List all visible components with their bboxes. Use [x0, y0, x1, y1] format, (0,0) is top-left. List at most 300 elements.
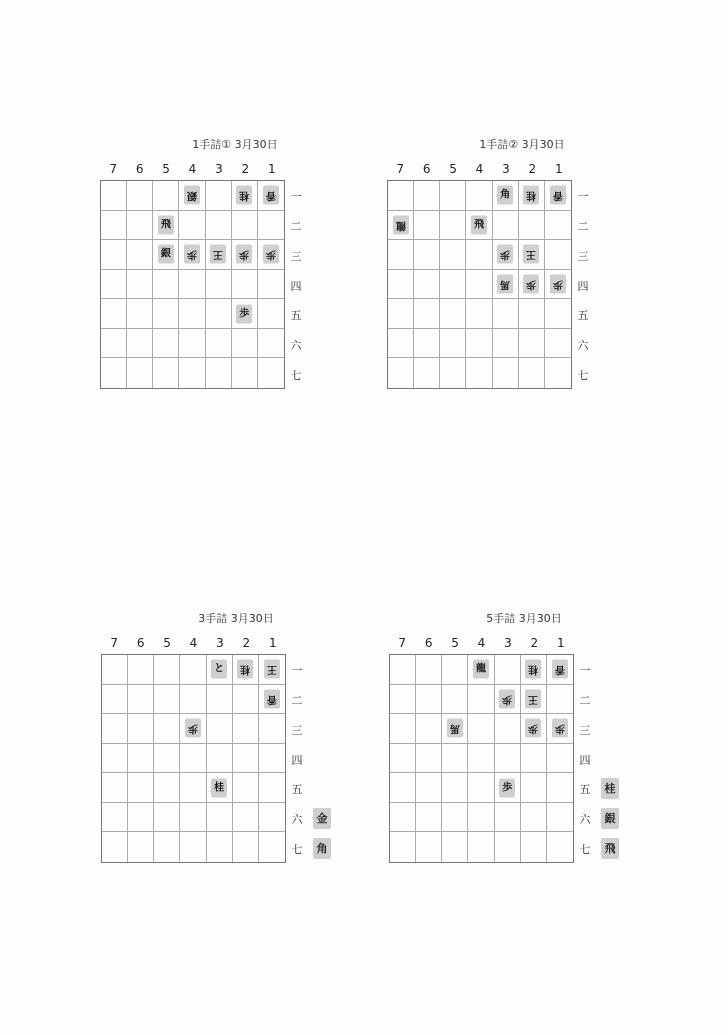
row-number: 六 [577, 339, 589, 353]
board-square [414, 181, 440, 211]
board-square [545, 299, 571, 329]
shogi-piece: 角 [497, 186, 513, 205]
column-numbers [101, 636, 389, 652]
board-square [388, 358, 414, 388]
shogi-piece: 歩 [236, 304, 252, 323]
board-square [414, 358, 440, 388]
board-square [207, 803, 233, 833]
row-number: 一 [291, 663, 303, 677]
board-square [493, 358, 519, 388]
board-square [154, 685, 180, 715]
board-square [495, 655, 521, 685]
board-square [206, 299, 232, 329]
board-square [416, 744, 442, 774]
board-square [416, 655, 442, 685]
board-square [232, 358, 258, 388]
board-square [258, 299, 284, 329]
board-square [233, 803, 259, 833]
board-square [102, 832, 128, 862]
board-square [127, 358, 153, 388]
board-square [545, 358, 571, 388]
puzzle-title: 1手詰② 3月30日 [479, 138, 565, 151]
row-numbers [575, 654, 595, 863]
board-square [493, 211, 519, 241]
board-square [154, 714, 180, 744]
board-square [468, 714, 494, 744]
board-square [414, 240, 440, 270]
board-square [258, 240, 284, 270]
board-square [153, 358, 179, 388]
board-square [519, 270, 545, 300]
board-square [232, 270, 258, 300]
board-square [521, 832, 547, 862]
board-square [101, 299, 127, 329]
column-number: 4 [477, 636, 486, 650]
puzzle-3te [101, 610, 401, 910]
shogi-board [387, 180, 572, 389]
shogi-piece: 歩 [552, 719, 568, 738]
board-square [233, 655, 259, 685]
board-square [259, 655, 285, 685]
board-square [519, 181, 545, 211]
board-square [127, 329, 153, 359]
board-square [206, 329, 232, 359]
board-square [258, 211, 284, 241]
board-square [128, 773, 154, 803]
board-square [206, 240, 232, 270]
shogi-piece: 桂 [211, 778, 227, 797]
board-square [466, 358, 492, 388]
board-square [440, 240, 466, 270]
board-square [153, 211, 179, 241]
board-square [127, 299, 153, 329]
board-square [414, 299, 440, 329]
board-square [101, 329, 127, 359]
board-square [102, 773, 128, 803]
row-number: 六 [579, 813, 591, 827]
board-square [519, 299, 545, 329]
row-number: 五 [577, 309, 589, 323]
pieces-in-hand [599, 654, 629, 863]
board-square [153, 329, 179, 359]
column-number: 4 [189, 636, 198, 650]
board-square [519, 329, 545, 359]
board-square [519, 358, 545, 388]
board-square [466, 299, 492, 329]
pieces-in-hand [311, 654, 341, 863]
column-number: 6 [135, 162, 144, 176]
shogi-piece: 王 [210, 245, 226, 264]
board-square [180, 714, 206, 744]
board-square [207, 714, 233, 744]
shogi-piece: 歩 [263, 245, 279, 264]
board-square [207, 655, 233, 685]
board-square [259, 714, 285, 744]
column-number: 6 [422, 162, 431, 176]
column-numbers [387, 162, 675, 178]
row-number: 五 [291, 783, 303, 797]
board-square [390, 685, 416, 715]
hand-piece: 飛 [601, 838, 619, 859]
board-square [442, 832, 468, 862]
board-square [388, 299, 414, 329]
shogi-piece: 龍 [473, 660, 489, 679]
board-square [521, 714, 547, 744]
row-number: 四 [290, 279, 302, 293]
column-number: 4 [475, 162, 484, 176]
board-square [545, 211, 571, 241]
shogi-piece: 香 [550, 186, 566, 205]
board-square [519, 211, 545, 241]
board-square [128, 714, 154, 744]
column-number: 7 [398, 636, 407, 650]
board-square [547, 773, 573, 803]
board-square [154, 655, 180, 685]
board-square [180, 832, 206, 862]
row-number: 七 [291, 843, 303, 857]
board-square [233, 685, 259, 715]
board-square [390, 714, 416, 744]
board-square [442, 655, 468, 685]
board-square [102, 714, 128, 744]
board-square [206, 211, 232, 241]
board-square [547, 714, 573, 744]
hand-piece: 角 [313, 838, 331, 859]
board-square [207, 832, 233, 862]
board-square [102, 744, 128, 774]
board-square [416, 773, 442, 803]
board-square [493, 240, 519, 270]
puzzle-title: 3手詰 3月30日 [198, 612, 274, 625]
column-number: 6 [424, 636, 433, 650]
board-square [127, 211, 153, 241]
row-number: 三 [579, 723, 591, 737]
column-number: 1 [268, 636, 277, 650]
board-square [153, 270, 179, 300]
row-number: 三 [290, 249, 302, 263]
board-square [180, 803, 206, 833]
board-square [259, 832, 285, 862]
board-square [545, 240, 571, 270]
shogi-piece: 馬 [447, 719, 463, 738]
board-square [547, 685, 573, 715]
column-number: 7 [109, 162, 118, 176]
board-square [493, 181, 519, 211]
shogi-piece: 銀 [158, 245, 174, 264]
board-square [468, 832, 494, 862]
puzzle-1te-1 [100, 136, 400, 436]
board-square [414, 329, 440, 359]
row-number: 二 [577, 219, 589, 233]
board-square [102, 655, 128, 685]
board-square [440, 270, 466, 300]
row-number: 六 [291, 813, 303, 827]
shogi-piece: 歩 [499, 778, 515, 797]
shogi-piece: 桂 [237, 660, 253, 679]
board-square [259, 803, 285, 833]
row-number: 六 [290, 339, 302, 353]
board-square [101, 211, 127, 241]
row-number: 二 [579, 693, 591, 707]
shogi-piece: 香 [264, 689, 280, 708]
shogi-piece: 馬 [497, 274, 513, 293]
board-square [442, 744, 468, 774]
board-square [102, 685, 128, 715]
column-number: 3 [215, 162, 223, 176]
board-square [207, 685, 233, 715]
column-number: 2 [241, 162, 250, 176]
board-square [232, 240, 258, 270]
board-square [521, 803, 547, 833]
board-square [153, 299, 179, 329]
board-square [442, 773, 468, 803]
puzzle-title: 5手詰 3月30日 [486, 612, 562, 625]
board-square [232, 211, 258, 241]
board-square [416, 803, 442, 833]
board-square [232, 299, 258, 329]
shogi-piece: 歩 [184, 245, 200, 264]
column-number: 5 [163, 636, 171, 650]
board-square [258, 358, 284, 388]
shogi-piece: 歩 [236, 245, 252, 264]
row-number: 五 [579, 783, 591, 797]
board-square [388, 329, 414, 359]
board-square [206, 270, 232, 300]
board-square [258, 270, 284, 300]
hand-piece: 金 [313, 808, 331, 829]
board-square [495, 803, 521, 833]
board-square [414, 270, 440, 300]
board-square [547, 655, 573, 685]
board-square [466, 329, 492, 359]
board-square [493, 329, 519, 359]
board-square [440, 211, 466, 241]
column-number: 5 [162, 162, 170, 176]
board-square [153, 181, 179, 211]
shogi-piece: 香 [263, 186, 279, 205]
board-square [101, 358, 127, 388]
board-square [153, 240, 179, 270]
shogi-piece: 桂 [523, 186, 539, 205]
board-square [440, 358, 466, 388]
row-number: 二 [290, 219, 302, 233]
board-square [259, 685, 285, 715]
board-square [154, 832, 180, 862]
board-square [416, 685, 442, 715]
board-square [547, 803, 573, 833]
column-number: 2 [530, 636, 539, 650]
shogi-board [389, 654, 574, 863]
board-square [207, 773, 233, 803]
board-square [390, 655, 416, 685]
shogi-piece: 歩 [550, 274, 566, 293]
board-square [493, 270, 519, 300]
row-number: 二 [291, 693, 303, 707]
board-square [180, 744, 206, 774]
shogi-piece: 銀 [184, 186, 200, 205]
column-number: 7 [396, 162, 405, 176]
shogi-piece: 王 [523, 245, 539, 264]
hand-piece: 桂 [601, 778, 619, 799]
board-square [547, 832, 573, 862]
board-square [258, 181, 284, 211]
column-number: 4 [188, 162, 197, 176]
board-square [466, 240, 492, 270]
column-number: 2 [242, 636, 251, 650]
board-square [493, 299, 519, 329]
board-square [154, 773, 180, 803]
row-number: 七 [579, 843, 591, 857]
column-numbers [100, 162, 388, 178]
row-number: 四 [577, 279, 589, 293]
board-square [180, 685, 206, 715]
board-square [440, 329, 466, 359]
board-square [442, 714, 468, 744]
board-square [545, 329, 571, 359]
column-number: 1 [554, 162, 563, 176]
board-square [128, 685, 154, 715]
row-number: 一 [577, 189, 589, 203]
column-number: 3 [502, 162, 510, 176]
board-square [416, 832, 442, 862]
board-square [414, 211, 440, 241]
shogi-piece: 王 [264, 660, 280, 679]
board-square [442, 803, 468, 833]
board-square [495, 832, 521, 862]
board-square [101, 270, 127, 300]
board-square [233, 773, 259, 803]
row-numbers [573, 180, 593, 389]
row-number: 七 [290, 369, 302, 383]
board-square [179, 299, 205, 329]
shogi-piece: 桂 [236, 186, 252, 205]
board-square [545, 270, 571, 300]
shogi-piece: 香 [552, 660, 568, 679]
row-number: 三 [577, 249, 589, 263]
shogi-board [101, 654, 286, 863]
board-square [495, 744, 521, 774]
board-square [388, 211, 414, 241]
puzzle-5te [389, 610, 689, 910]
board-square [206, 181, 232, 211]
row-numbers [287, 654, 307, 863]
board-square [259, 744, 285, 774]
shogi-piece: 歩 [185, 719, 201, 738]
row-number: 一 [579, 663, 591, 677]
board-square [468, 655, 494, 685]
board-square [180, 655, 206, 685]
board-square [466, 270, 492, 300]
shogi-piece: 歩 [525, 719, 541, 738]
shogi-piece: 歩 [499, 689, 515, 708]
board-square [521, 773, 547, 803]
board-square [468, 803, 494, 833]
board-square [179, 358, 205, 388]
board-square [440, 181, 466, 211]
shogi-piece: 桂 [525, 660, 541, 679]
board-square [128, 832, 154, 862]
board-square [521, 744, 547, 774]
column-number: 7 [110, 636, 119, 650]
shogi-board [100, 180, 285, 389]
board-square [466, 181, 492, 211]
board-square [128, 655, 154, 685]
shogi-piece: 王 [525, 689, 541, 708]
board-square [154, 803, 180, 833]
board-square [206, 358, 232, 388]
board-square [390, 832, 416, 862]
hand-piece: 銀 [601, 808, 619, 829]
board-square [416, 714, 442, 744]
board-square [519, 240, 545, 270]
board-square [468, 744, 494, 774]
shogi-piece: 龍 [393, 215, 409, 234]
board-square [232, 181, 258, 211]
column-number: 1 [556, 636, 565, 650]
column-number: 1 [267, 162, 276, 176]
board-square [207, 744, 233, 774]
row-number: 一 [290, 189, 302, 203]
board-square [468, 685, 494, 715]
board-square [390, 744, 416, 774]
board-square [521, 685, 547, 715]
column-number: 5 [451, 636, 459, 650]
shogi-piece: 歩 [497, 245, 513, 264]
board-square [233, 744, 259, 774]
board-square [232, 329, 258, 359]
board-square [259, 773, 285, 803]
puzzle-title: 1手詰① 3月30日 [192, 138, 278, 151]
row-number: 五 [290, 309, 302, 323]
row-number: 四 [291, 753, 303, 767]
board-square [495, 685, 521, 715]
board-square [127, 270, 153, 300]
shogi-piece: 飛 [471, 215, 487, 234]
board-square [442, 685, 468, 715]
board-square [179, 240, 205, 270]
board-square [128, 803, 154, 833]
column-number: 6 [136, 636, 145, 650]
column-number: 2 [528, 162, 537, 176]
row-number: 七 [577, 369, 589, 383]
row-numbers [286, 180, 306, 389]
board-square [521, 655, 547, 685]
board-square [388, 270, 414, 300]
board-square [102, 803, 128, 833]
board-square [179, 329, 205, 359]
shogi-piece: と [211, 660, 227, 679]
row-number: 四 [579, 753, 591, 767]
board-square [390, 803, 416, 833]
puzzle-1te-2 [387, 136, 687, 436]
board-square [547, 744, 573, 774]
board-square [127, 240, 153, 270]
shogi-piece: 飛 [158, 215, 174, 234]
board-square [180, 773, 206, 803]
board-square [179, 181, 205, 211]
shogi-piece: 歩 [523, 274, 539, 293]
column-number: 5 [449, 162, 457, 176]
board-square [179, 211, 205, 241]
board-square [179, 270, 205, 300]
column-number: 3 [504, 636, 512, 650]
board-square [545, 181, 571, 211]
board-square [440, 299, 466, 329]
board-square [101, 240, 127, 270]
board-square [233, 714, 259, 744]
board-square [233, 832, 259, 862]
row-number: 三 [291, 723, 303, 737]
